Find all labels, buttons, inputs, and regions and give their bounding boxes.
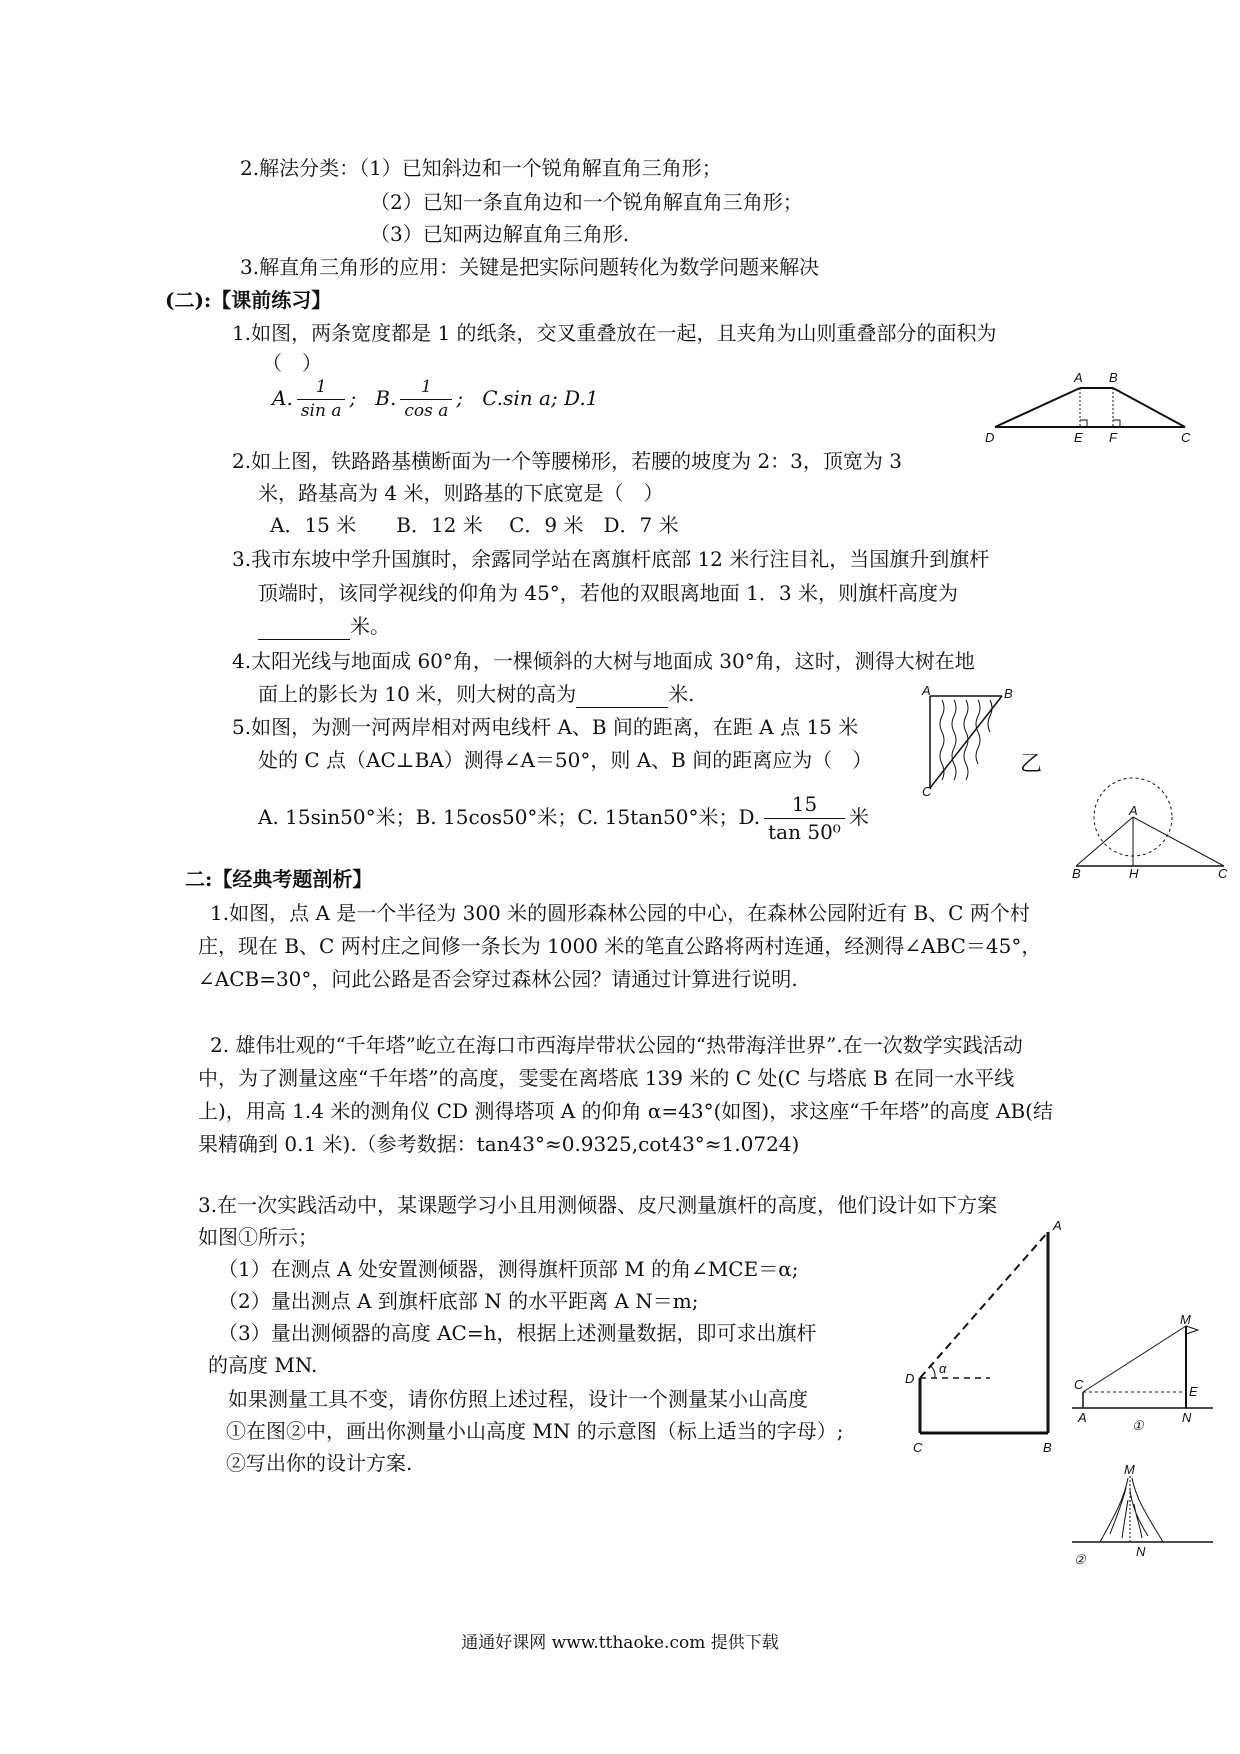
label-a: A: [1074, 370, 1083, 385]
river-label-a: A: [922, 683, 931, 698]
sightline-da: [920, 1232, 1048, 1378]
figure-2-number: ②: [1074, 1552, 1086, 1567]
q3-unit: 米。: [350, 614, 390, 638]
tower-label-b: B: [1043, 1440, 1052, 1455]
task-1: ①在图②中，画出你测量小山高度 MN 的示意图（标上适当的字母）;: [226, 1419, 844, 1443]
classic-problem-3: 3.在一次实践活动中，某课题学习小且用测倾器、皮尺测量旗杆的高度，他们设计如下方案: [198, 1193, 998, 1217]
q5-option-d-unit: 米: [848, 805, 869, 829]
q5-text: 5.如图，为测一河两岸相对两电线杆 A、B 间的距离，在距 A 点 15 米: [232, 715, 859, 739]
right-angle-f: [1113, 420, 1120, 427]
river-wave-5: [988, 700, 992, 732]
application-note: 3.解直角三角形的应用：关键是把实际问题转化为数学问题来解决: [240, 255, 820, 279]
q5-option-d-frac: [764, 791, 845, 846]
q4-text: 4.太阳光线与地面成 60°角，一棵倾斜的大树与地面成 30°角，这时，测得大树在地: [232, 649, 975, 673]
tower-label-a: A: [1053, 1218, 1062, 1233]
q1-option-a-num: 1: [297, 376, 346, 400]
footer-credit: 通通好课网 www.tthaoke.com 提供下载: [461, 1633, 779, 1653]
tower-figure: [875, 1220, 1060, 1460]
trap-right-side: [1113, 388, 1185, 427]
trapezoid-figure: [985, 365, 1190, 445]
trap-left-side: [995, 388, 1080, 427]
q4-text-2: [258, 681, 695, 708]
flag-label-m: M: [1180, 1312, 1191, 1327]
river-cb-line: [930, 696, 1002, 788]
flag-icon: [1186, 1326, 1198, 1334]
river-label-c: C: [922, 784, 932, 799]
tower-label-alpha: α: [939, 1361, 947, 1376]
q5-text-2: 处的 C 点（AC⊥BA）测得∠A＝50°，则 A、B 间的距离应为（ ）: [258, 748, 873, 772]
q1-option-b-frac: [400, 376, 452, 423]
classic-heading: 二:【经典考题剖析】: [185, 867, 373, 891]
q2-text-2: 米，路基高为 4 米，则路基的下底宽是（ ）: [258, 481, 664, 505]
right-angle-e: [1080, 420, 1087, 427]
step-1: （1）在测点 A 处安置测倾器，测得旗杆顶部 M 的角∠MCE＝α;: [218, 1257, 799, 1281]
q3-text-3: [258, 613, 390, 640]
circle-label-c: C: [1218, 866, 1228, 881]
label-e: E: [1074, 430, 1083, 445]
mountain-outline: [1100, 1478, 1163, 1542]
q2-options: A．15 米 B．12 米 C．9 米 D．7 米: [270, 513, 679, 537]
mountain-label-m: M: [1124, 1462, 1135, 1477]
step-3-cont: 的高度 MN.: [208, 1353, 318, 1377]
q1-text: 1.如图，两条宽度都是 1 的纸条，交叉重叠放在一起，且夹角为山则重叠部分的面积为: [232, 321, 997, 345]
task-2: ②写出你的设计方案.: [226, 1451, 413, 1475]
q2-text: 2.如上图，铁路路基横断面为一个等腰梯形，若腰的坡度为 2：3，顶宽为 3: [232, 449, 902, 473]
q5-options: [258, 791, 869, 846]
q3-text-2: 顶端时，该同学视线的仰角为 45°，若他的双眼离地面 1．3 米，则旗杆高度为: [258, 581, 958, 605]
q3-text: 3.我市东坡中学升国旗时，余露同学站在离旗杆底部 12 米行注目礼，当国旗升到旗杆: [232, 547, 990, 571]
angle-arc: [931, 1366, 935, 1378]
classic-problem-3-line2: 如图①所示；: [198, 1225, 318, 1249]
label-d: D: [985, 430, 995, 445]
solution-type-2: （2）已知一条直角边和一个锐角解直角三角形；: [370, 190, 803, 214]
flag-label-n: N: [1182, 1410, 1192, 1425]
line-ba: [1076, 817, 1133, 866]
step-2: （2）量出测点 A 到旗杆底部 N 的水平距离 A N＝m;: [218, 1289, 699, 1313]
solution-type-3: （3）已知两边解直角三角形.: [370, 222, 630, 246]
line-cm: [1083, 1326, 1186, 1392]
q1-paren: （ ）: [262, 351, 322, 375]
classic-problem-2: 2. 雄伟壮观的“千年塔”屹立在海口市西海岸带状公园的“热带海洋世界”.在一次数学实践活动中，为了测量这座“千年塔”的高度，雯雯在离塔底 139 米的 C 处(C 与塔底 B 在同一水平线上)，用高 1.4 米的测角仪 CD 测得塔项 A 的仰角 α=43°(如图)，求这座“千年塔”的高度 AB(结果精确到 0.1 米).（参考数据：tan43°≈0.9325,cot43°≈1.0724): [198, 1033, 1053, 1156]
tower-label-c: C: [913, 1440, 923, 1455]
river-wave-1: [940, 700, 944, 780]
label-b: B: [1109, 370, 1118, 385]
q1-option-a-label: A.: [272, 385, 293, 410]
forest-park-figure: [1072, 778, 1228, 881]
solution-types: 2.解法分类：（1）已知斜边和一个锐角解直角三角形；: [240, 156, 722, 180]
q4-text-2b: 米.: [668, 682, 695, 706]
q3-blank: [258, 621, 350, 640]
river-side-label: 乙: [1020, 752, 1043, 777]
q1-option-b-den: cos a: [404, 400, 449, 421]
step-3: （3）量出测倾器的高度 AC=h，根据上述测量数据，即可求出旗杆: [218, 1321, 817, 1345]
river-wave-2: [952, 700, 956, 780]
flag-label-e: E: [1189, 1384, 1198, 1399]
design-task: 如果测量工具不变，请你仿照上述过程，设计一个测量某小山高度: [228, 1387, 808, 1411]
classic-problem-1: 1.如图，点 A 是一个半径为 300 米的圆形森林公园的中心，在森林公园附近有 B、C 两个村庄，现在 B、C 两村庄之间修一条长为 1000 米的笔直公路将两村连通，经测得∠ABC＝45°，∠ACB=30°，问此公路是否会穿过森林公园？请通过计算进行说明.: [198, 901, 1042, 991]
figure-1-number: ①: [1132, 1418, 1144, 1433]
mountain-label-n: N: [1136, 1544, 1146, 1559]
mountain-figure: [1068, 1460, 1218, 1570]
q1-option-b-num: 1: [400, 376, 452, 400]
circle-label-h: H: [1129, 866, 1139, 881]
q1-option-cd: C.sin a; D.1: [482, 385, 599, 410]
river-label-b: B: [1004, 686, 1013, 701]
q1-option-a-frac: [297, 376, 346, 423]
practice-heading: (二):【课前练习】: [165, 288, 332, 312]
circle-label-b: B: [1072, 866, 1081, 881]
tower-label-d: D: [905, 1371, 915, 1386]
q5-option-d-den: tan 50⁰: [768, 820, 841, 844]
q5-options-text: A. 15sin50°米；B. 15cos50°米；C. 15tan50°米；D.: [258, 805, 761, 829]
q4-blank: [576, 689, 668, 708]
q1-option-a-den: sin a: [300, 400, 342, 421]
label-f: F: [1109, 430, 1117, 445]
circle-label-a: A: [1129, 803, 1138, 818]
flagpole-figure: [1068, 1314, 1218, 1434]
river-wave-4: [976, 700, 980, 764]
q5-option-d-num: 15: [764, 791, 845, 819]
flag-label-c: C: [1074, 1377, 1084, 1392]
label-c: C: [1181, 430, 1191, 445]
q1-option-b-label: B.: [375, 385, 397, 410]
line-ac: [1133, 817, 1224, 866]
flag-label-a: A: [1078, 1410, 1087, 1425]
q1-options: A. $\frac{1}{\text{sin a}}$ ; B. $\frac{1}{\text{cos a}}$ ; C.sin a; D.1: [272, 377, 599, 421]
q4-text-2a: 面上的影长为 10 米，则大树的高为: [258, 682, 577, 706]
river-figure: [922, 683, 1017, 799]
